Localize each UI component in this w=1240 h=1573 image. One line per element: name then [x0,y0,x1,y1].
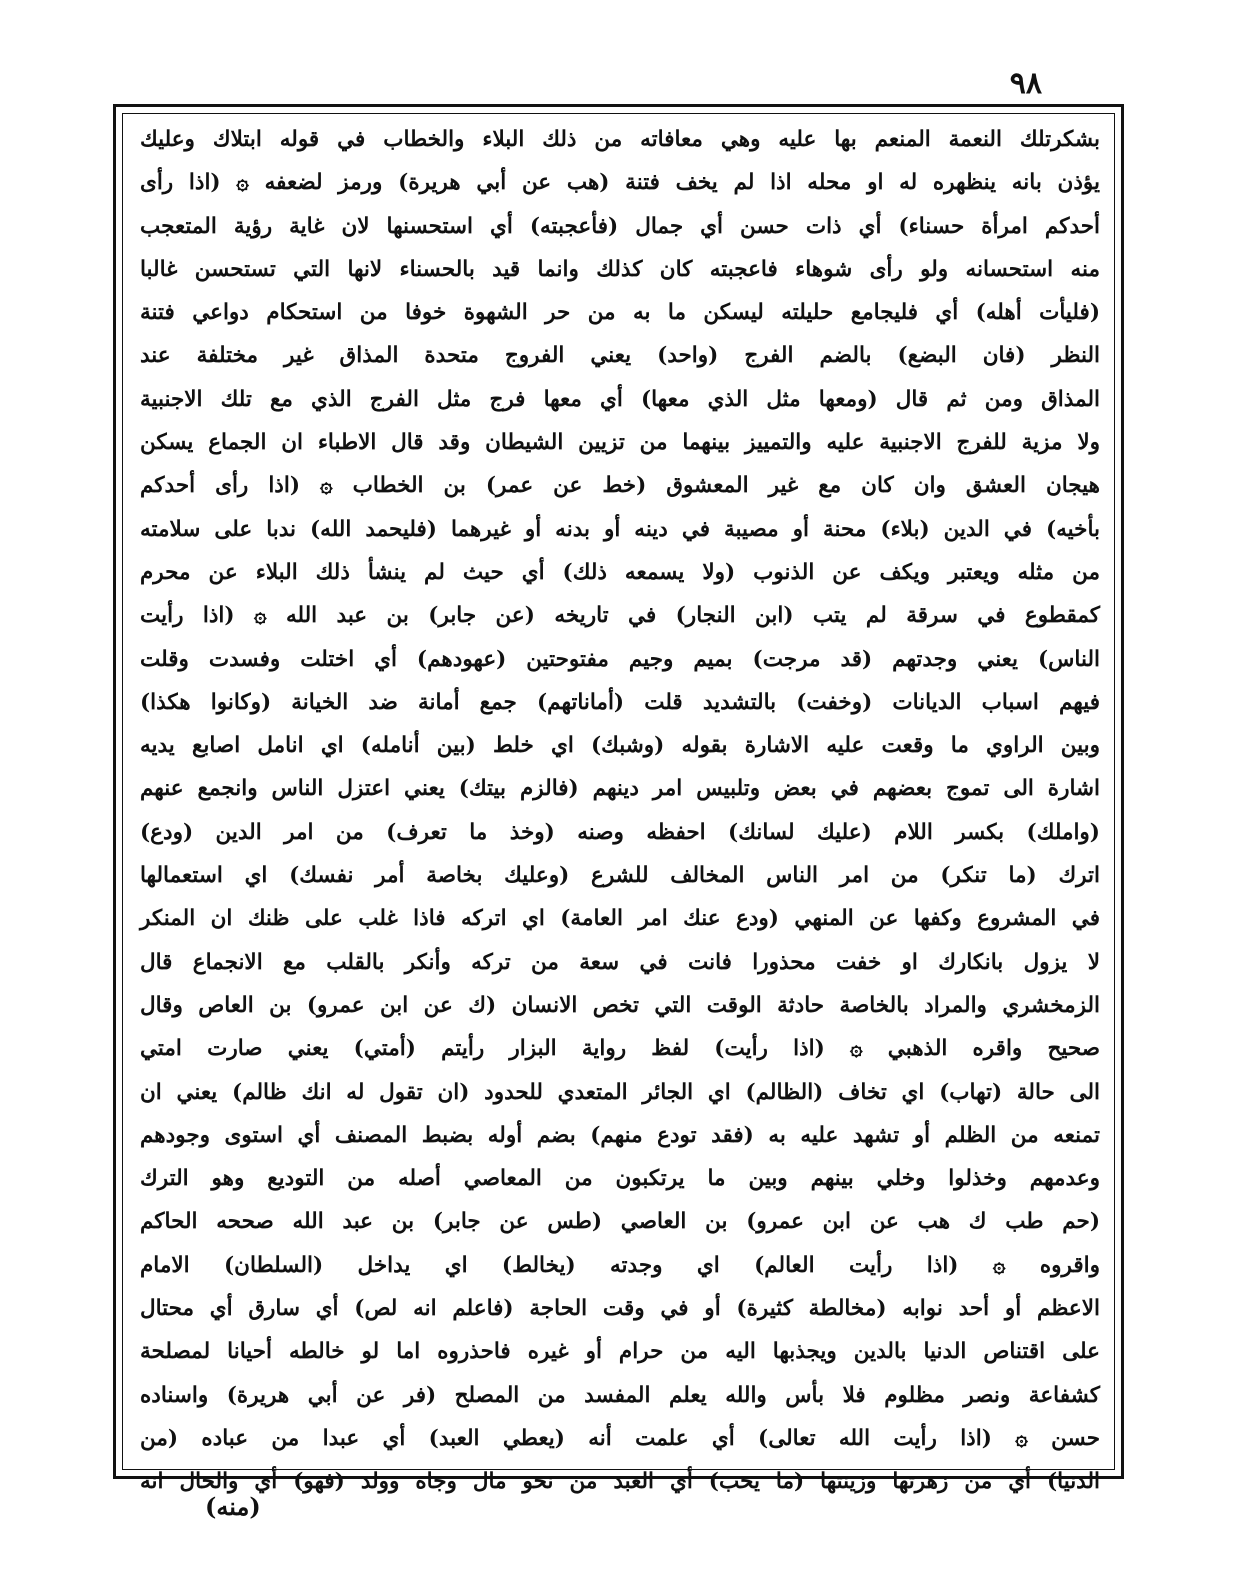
text-line: كشفاعة ونصر مظلوم فلا بأس والله يعلم المفسد من المصلح (فر عن أبي هريرة) واسناده [140,1382,1100,1408]
text-line: (فليأت أهله) أي فليجامع حليلته ليسكن ما به من حر الشهوة خوفا من استحكام دواعي فتنة [140,300,1100,326]
text-line: من مثله ويعتبر ويكف عن الذنوب (ولا يسمعه ذلك) أي حيث لم ينشأ ذلك البلاء عن محرم [140,559,1100,585]
text-line: بشكرتلك النعمة المنعم بها عليه وهي معافاته من ذلك البلاء والخطاب في قوله ابتلاك وعليك [140,127,1100,152]
text-line: الناس) يعني وجدتهم (قد مرجت) بميم وجيم مفتوحتين (عهودهم) أي اختلت وفسدت وقلت [140,646,1100,672]
text-line: المذاق ومن ثم قال (ومعها مثل الذي معها) أي معها فرج مثل الفرج الذي مع تلك الاجنبية [140,386,1100,412]
text-line: اترك (ما تنكر) من امر الناس المخالف للشرع (وعليك بخاصة أمر نفسك) اي استعمالها [140,863,1100,889]
text-line: واقروه ۞ (اذا رأيت العالم) اي وجدته (يخالط) اي يداخل (السلطان) الامام [140,1252,1100,1278]
text-line: وعدمهم وخذلوا وخلي بينهم وبين ما يرتكبون من المعاصي أصله من التوديع وهو الترك [140,1166,1100,1192]
text-line: منه استحسانه ولو رأى شوهاء فاعجبته كان كذلك وانما قيد بالحسناء لانها التي تستحسن غالبا [140,256,1100,282]
body-text [140,118,1100,1495]
page-number: ٩٨ [1009,66,1042,101]
text-line: النظر (فان البضع) بالضم الفرج (واحد) يعني الفروج متحدة المذاق غير مختلفة عند [140,343,1100,369]
text-line: الدنيا) أي من زهرتها وزينتها (ما يحب) أي العبد من نحو مال وجاه وولد (فهو) أي والحال انه [140,1469,1100,1495]
text-line: (حم طب ك هب عن ابن عمرو) بن العاصي (طس عن جابر) بن عبد الله صححه الحاكم [140,1209,1100,1235]
text-line: الى حالة (تهاب) اي تخاف (الظالم) اي الجائر المتعدي للحدود (ان تقول له انك ظالم) يعني ان [140,1079,1100,1105]
text-line: حسن ۞ (اذا رأيت الله تعالى) أي علمت أنه (يعطي العبد) أي عبدا من عباده (من [140,1425,1100,1451]
text-line: ولا مزية للفرج الاجنبية عليه والتمييز بينهما من تزيين الشيطان وقد قال الاطباء ان الجماع يسكن [140,430,1100,456]
text-line: وبين الراوي ما وقعت عليه الاشارة بقوله (وشبك) اي خلط (بين أنامله) اي انامل اصابع يديه [140,733,1100,759]
text-line: فيهم اسباب الديانات (وخفت) بالتشديد قلت (أماناتهم) جمع أمانة ضد الخيانة (وكانوا هكذا) [140,689,1100,715]
text-line: بأخيه) في الدين (بلاء) محنة أو مصيبة في دينه أو بدنه أو غيرهما (فليحمد الله) ندبا على سلامته [140,516,1100,542]
text-line: (واملك) بكسر اللام (عليك لسانك) احفظه وصنه (وخذ ما تعرف) من امر الدين (ودع) [140,819,1100,845]
text-line: هيجان العشق وان كان مع غير المعشوق (خط عن عمر) بن الخطاب ۞ (اذا رأى أحدكم [140,473,1100,499]
text-line: كمقطوع في سرقة لم يتب (ابن النجار) في تاريخه (عن جابر) بن عبد الله ۞ (اذا رأيت [140,603,1100,629]
text-line: تمنعه من الظلم أو تشهد عليه به (فقد تودع منهم) بضم أوله بضبط المصنف أي استوى وجودهم [140,1122,1100,1148]
text-line: يؤذن بانه ينظهره له او محله اذا لم يخف فتنة (هب عن أبي هريرة) ورمز لضعفه ۞ (اذا رأى [140,170,1100,196]
text-line: في المشروع وكفها عن المنهي (ودع عنك امر العامة) اي اتركه فاذا غلب على ظنك ان المنكر [140,906,1100,932]
text-line: لا يزول بانكارك او خفت محذورا فانت في سعة من تركه وأنكر بالقلب مع الانجماع قال [140,949,1100,975]
text-line: أحدكم امرأة حسناء) أي ذات حسن أي جمال (فأعجبته) أي استحسنها لان غاية رؤية المتعجب [140,213,1100,239]
text-line: اشارة الى تموج بعضهم في بعض وتلبيس امر دينهم (فالزم بيتك) يعني اعتزل الناس وانجمع عنهم [140,776,1100,802]
footnote: (منه) [205,1492,261,1521]
text-line: على اقتناص الدنيا بالدين ويجذبها اليه من حرام أو غيره فاحذروه اما لو خالطه أحيانا لمصلحة [140,1339,1100,1365]
text-line: صحيح واقره الذهبي ۞ (اذا رأيت) لفظ رواية البزار رأيتم (أمتي) يعني صارت امتي [140,1036,1100,1062]
text-line: الزمخشري والمراد بالخاصة حادثة الوقت التي تخص الانسان (ك عن ابن عمرو) بن العاص وقال [140,992,1100,1018]
text-line: الاعظم أو أحد نوابه (مخالطة كثيرة) أو في وقت الحاجة (فاعلم انه لص) أي سارق أي محتال [140,1296,1100,1322]
